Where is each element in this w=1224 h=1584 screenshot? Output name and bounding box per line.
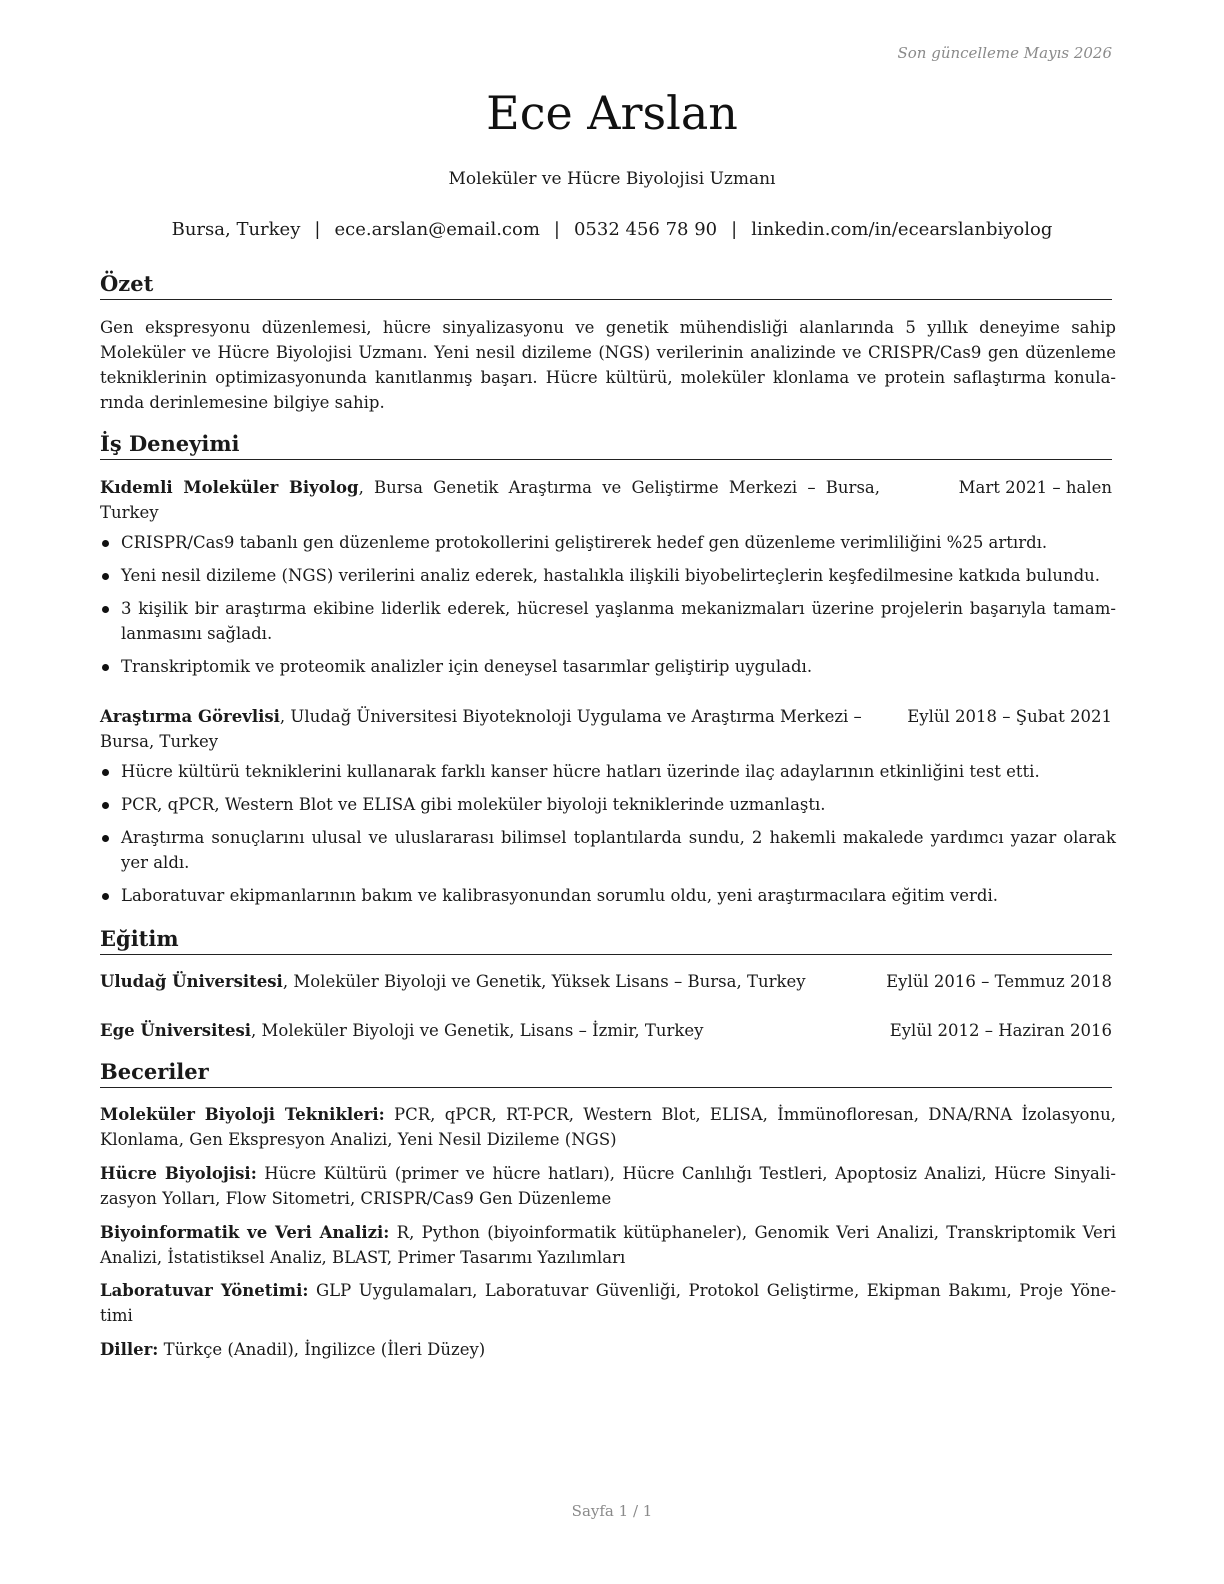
list-item: Transkriptomik ve proteomik analizler için deneysel tasarımlar geliştirip uyguladı.: [100, 654, 1116, 679]
section-heading-skills: Beceriler: [100, 1058, 1112, 1088]
page-number: Sayfa 1 / 1: [571, 1502, 653, 1520]
job-bullets: [100, 530, 1116, 679]
list-item: CRISPR/Cas9 tabanlı gen düzenleme protokollerini geliştirerek hedef gen düzenleme verimliliğini %25 artırdı.: [100, 530, 1116, 555]
list-item: Laboratuvar ekipmanlarının bakım ve kalibrasyonundan sorumlu oldu, yeni araştırmacılara eğitim verdi.: [100, 883, 1116, 908]
job-header: [100, 704, 1112, 754]
last-updated-note: Son güncelleme Mayıs 2026: [897, 44, 1112, 62]
section-heading-experience: İş Deneyimi: [100, 430, 1112, 460]
contact-linkedin-link[interactable]: linkedin.com/in/ecearslanbiyolog: [751, 219, 1053, 240]
summary-text: Gen ekspresyonu düzenlemesi, hücre sinyalizasyonu ve genetik mühendisliği alanlarında 5 yıllık deneyime sahip Moleküler ve Hücre Biyolojisi Uzmanı. Yeni nesil dizileme (NGS) verilerinin analizinde ve CRISPR/Cas9 gen düzenleme tekniklerinin optimizasyonunda kanıtlanmış başarı. Hücre kültürü, moleküler klonlama ve protein saflaştırma konularında derinlemesine bilgiye sahip.: [100, 318, 1116, 412]
contact-email-link[interactable]: ece.arslan@email.com: [334, 219, 540, 240]
contact-phone: 0532 456 78 90: [573, 219, 718, 240]
contact-line: [0, 219, 1224, 240]
section-heading-education: Eğitim: [100, 925, 1112, 955]
skill-text: GLP Uygulamaları, Laboratuvar Güvenliği, Protokol Geliştirme, Ekipman Bakımı, Proje Yönetimi: [100, 1281, 1117, 1325]
job-dates: Eylül 2018 – Şubat 2021: [907, 707, 1112, 726]
job-bullets: [100, 759, 1116, 908]
education-dates: Eylül 2012 – Haziran 2016: [889, 1021, 1112, 1040]
job-header: [100, 475, 1112, 525]
skill-group: [100, 1278, 1116, 1328]
list-item: Hücre kültürü tekniklerini kullanarak farklı kanser hücre hatları üzerinde ilaç adaylarının etkinliğini test etti.: [100, 759, 1116, 784]
skill-label: Diller:: [100, 1340, 159, 1359]
skill-label: Moleküler Biyoloji Teknikleri:: [100, 1105, 385, 1124]
list-item: Araştırma sonuçlarını ulusal ve uluslararası bilimsel toplantılarda sundu, 2 hakemli makalede yardımcı yazar olarak yer aldı.: [100, 825, 1116, 875]
job-heading: [100, 475, 880, 525]
job-organization: , Bursa Genetik Araştırma ve Geliştirme Merkezi – Bursa, Turkey: [100, 478, 880, 522]
contact-separator: |: [731, 219, 738, 240]
job-heading: [100, 704, 880, 754]
skill-group: [100, 1161, 1116, 1211]
job-role: Araştırma Görevlisi: [100, 707, 280, 726]
education-detail: , Moleküler Biyoloji ve Genetik, Lisans – İzmir, Turkey: [251, 1021, 704, 1040]
job-role: Kıdemli Moleküler Biyolog: [100, 478, 359, 497]
skill-label: Laboratuvar Yönetimi:: [100, 1281, 309, 1300]
skill-text: Hücre Kültürü (primer ve hücre hatları), Hücre Canlılığı Testleri, Apoptosiz Analizi, Hücre Sinyalizasyon Yolları, Flow Sitometri, CRISPR/Cas9 Gen Düzenleme: [100, 1164, 1116, 1208]
job-dates: Mart 2021 – halen: [958, 478, 1112, 497]
skill-text: R, Python (biyoinformatik kütüphaneler), Genomik Veri Analizi, Transkriptomik Veri Analizi, İstatistiksel Analiz, BLAST, Primer Tasarımı Yazılımları: [100, 1223, 1116, 1267]
list-item: Yeni nesil dizileme (NGS) verilerini analiz ederek, hastalıkla ilişkili biyobelirteçlerin keşfedilmesine katkıda bulundu.: [100, 563, 1116, 588]
skill-text: PCR, qPCR, RT-PCR, Western Blot, ELISA, İmmünofloresan, DNA/RNA İzolasyonu, Klonlama, Gen Ekspresyon Analizi, Yeni Nesil Dizileme (NGS): [100, 1105, 1116, 1149]
skill-label: Hücre Biyolojisi:: [100, 1164, 257, 1183]
person-name: Ece Arslan: [486, 86, 738, 140]
job-organization: , Uludağ Üniversitesi Biyoteknoloji Uygulama ve Araştırma Merkezi – Bursa, Turkey: [100, 707, 862, 751]
contact-separator: |: [314, 219, 321, 240]
education-school: Ege Üniversitesi: [100, 1021, 252, 1040]
skill-group: [100, 1102, 1116, 1152]
education-detail: , Moleküler Biyoloji ve Genetik, Yüksek Lisans – Bursa, Turkey: [282, 972, 806, 991]
skill-group: [100, 1337, 1116, 1362]
education-item: [100, 1018, 1112, 1043]
skill-label: Biyoinformatik ve Veri Analizi:: [100, 1223, 390, 1242]
contact-location: Bursa, Turkey: [171, 219, 301, 240]
contact-separator: |: [553, 219, 560, 240]
skill-group: [100, 1220, 1116, 1270]
list-item: PCR, qPCR, Western Blot ve ELISA gibi moleküler biyoloji tekniklerinde uzmanlaştı.: [100, 792, 1116, 817]
education-item: [100, 969, 1112, 994]
education-school: Uludağ Üniversitesi: [100, 972, 283, 991]
skill-text: Türkçe (Anadil), İngilizce (İleri Düzey): [158, 1340, 486, 1359]
job-title: Moleküler ve Hücre Biyolojisi Uzmanı: [448, 169, 776, 189]
section-heading-summary: Özet: [100, 270, 1112, 300]
education-dates: Eylül 2016 – Temmuz 2018: [886, 972, 1112, 991]
list-item: 3 kişilik bir araştırma ekibine liderlik ederek, hücresel yaşlanma mekanizmaları üzerine projelerin başarıyla tamamlanmasını sağladı.: [100, 596, 1116, 646]
